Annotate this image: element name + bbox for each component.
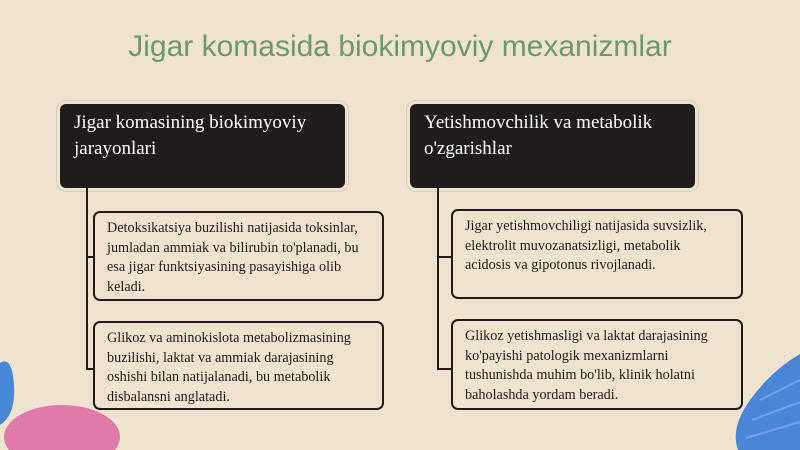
left-connector-vertical bbox=[86, 188, 88, 370]
right-column-header: Yetishmovchilik va metabolik o'zgarishlar bbox=[410, 104, 695, 188]
right-connector-branch-2 bbox=[437, 368, 452, 370]
right-connector-vertical bbox=[437, 188, 439, 370]
right-card-deficiency: Jigar yetishmovchiligi natijasida suvsizlik, elektrolit muvozanatsizligi, metabolik acidosis va gipotonus rivojlanadi. bbox=[451, 209, 743, 299]
right-card-glucose-lactate: Glikoz yetishmasligi va laktat darajasining ko'payishi patologik mexanizmlarni tushunishda muhim bo'lib, klinik holatni baholashda yordam beradi. bbox=[451, 319, 743, 410]
left-column-header: Jigar komasining biokimyoviy jarayonlari bbox=[60, 104, 345, 188]
right-connector-branch-1 bbox=[437, 256, 452, 258]
page-title: Jigar komasida biokimyoviy mexanizmlar bbox=[128, 30, 672, 63]
left-card-metabolism: Glikoz va aminokislota metabolizmasining buzilishi, laktat va ammiak darajasining oshishi bilan natijalanadi, bu metabolik disbalansni anglatadi. bbox=[93, 321, 384, 410]
left-card-detoxification: Detoksikatsiya buzilishi natijasida toksinlar, jumladan ammiak va bilirubin to'planadi, bu esa jigar funktsiyasining pasayishiga olib keladi. bbox=[93, 211, 384, 301]
